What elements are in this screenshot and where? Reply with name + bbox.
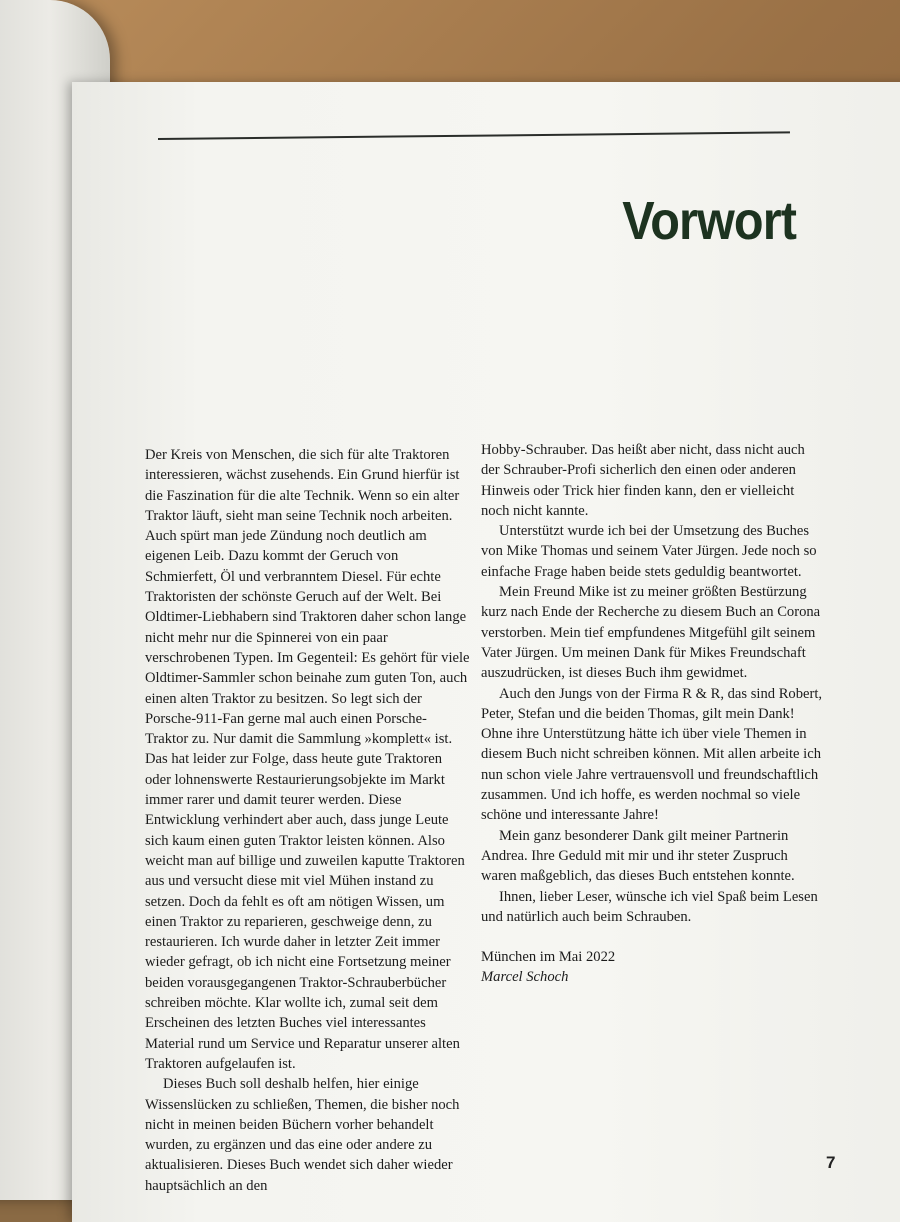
author-name: Marcel Schoch [481,969,569,986]
paragraph: Der Kreis von Menschen, die sich für alte Traktoren interessieren, wächst zusehends. Ein Grund hierfür ist die Faszination für die alte Technik. Wenn so ein alter Traktor läuft, sieht man seine Technik noch arbeiten. Auch spürt man jede Zündung noch deutlich am eigenen Leib. Dazu kommt der Geruch von Schmierfett, Öl und verbranntem Diesel. Für echte Traktoristen der schönste Geruch auf der Welt. Bei Oldtimer-Liebhabern sind Traktoren daher schon lange nicht mehr nur die Spinnerei von ein paar verschrobenen Typen. Im Gegenteil: Es gehört für viele Oldtimer-Sammler schon beinahe zum guten Ton, auch einen alten Traktor zu besitzen. So legt sich der Porsche-911-Fan gerne mal auch einen Porsche-Traktor zu. Nur damit die Sammlung »komplett« ist. Das hat leider zur Folge, dass heute gute Traktoren oder lohnenswerte Restaurierungsobjekte im Markt immer rarer und damit teurer werden. Diese Entwicklung verhindert aber auch, dass junge Leute sich kaum einen guten Traktor leisten können. Also weicht man auf billige und zuweilen kaputte Traktoren aus und versucht diese mit viel Mühen instand zu setzen. Doch da fehlt es oft am nötigen Wissen, um einen Traktor zu reparieren, geschweige denn, zu restaurieren. Ich wurde daher in letzter Zeit immer wieder gefragt, ob ich nicht eine Fortsetzung meiner beiden vorausgegangenen Traktor-Schrauberbücher schreiben möchte. Klar wollte ich, zumal seit dem Erscheinen des letzten Buches viel interessantes Material rund um Service und Reparatur unserer alten Traktoren aufgelaufen ist. [145,447,470,1072]
left-text-column [145,445,470,1196]
paragraph: Auch den Jungs von der Firma R & R, das sind Robert, Peter, Stefan und die beiden Thomas, gilt mein Dank! Ohne ihre Unterstützung hätte ich über viele Themen in diesem Buch nicht schreiben können. Mit allen arbeite ich nun schon viele Jahre vertrauensvoll und freundschaftlich zusammen. Und ich hoffe, es werden nochmal so viele schöne und interessante Jahre! [481,685,823,824]
paragraph: Hobby-Schrauber. Das heißt aber nicht, dass nicht auch der Schrauber-Profi sicherlich den einen oder anderen Hinweis oder Trick hier finden kann, den er vielleicht noch nicht kannte. [481,442,805,519]
paragraph: Ihnen, lieber Leser, wünsche ich viel Spaß beim Lesen und natürlich auch beim Schrauben. [481,888,818,925]
paragraph: Mein ganz besonderer Dank gilt meiner Partnerin Andrea. Ihre Geduld mit mir und ihr steter Zuspruch waren maßgeblich, das dieses Buch entstehen konnte. [481,827,795,885]
chapter-heading: Vorwort [622,191,796,251]
right-text-column [481,440,826,988]
paragraph: Dieses Buch soll deshalb helfen, hier einige Wissenslücken zu schließen, Themen, die bisher noch nicht in meinen beiden Büchern vorher behandelt wurden, zu ergänzen und das eine oder andere zu aktualisieren. Dieses Buch wendet sich daher wieder hauptsächlich an den [145,1076,460,1194]
page-number: 7 [826,1153,836,1172]
paragraph: Mein Freund Mike ist zu meiner größten Bestürzung kurz nach Ende der Recherche zu diesem Buch an Corona verstorben. Mein tief empfundenes Mitgefühl gilt seinem Vater Jürgen. Um meinen Dank für Mikes Freundschaft auszudrücken, ist dieses Buch ihm gewidmet. [481,584,821,682]
place-date: München im Mai 2022 [481,949,616,966]
paragraph: Unterstützt wurde ich bei der Umsetzung des Buches von Mike Thomas und seinem Vater Jürgen. Jede noch so einfache Frage haben beide stets geduldig beantwortet. [481,523,817,580]
